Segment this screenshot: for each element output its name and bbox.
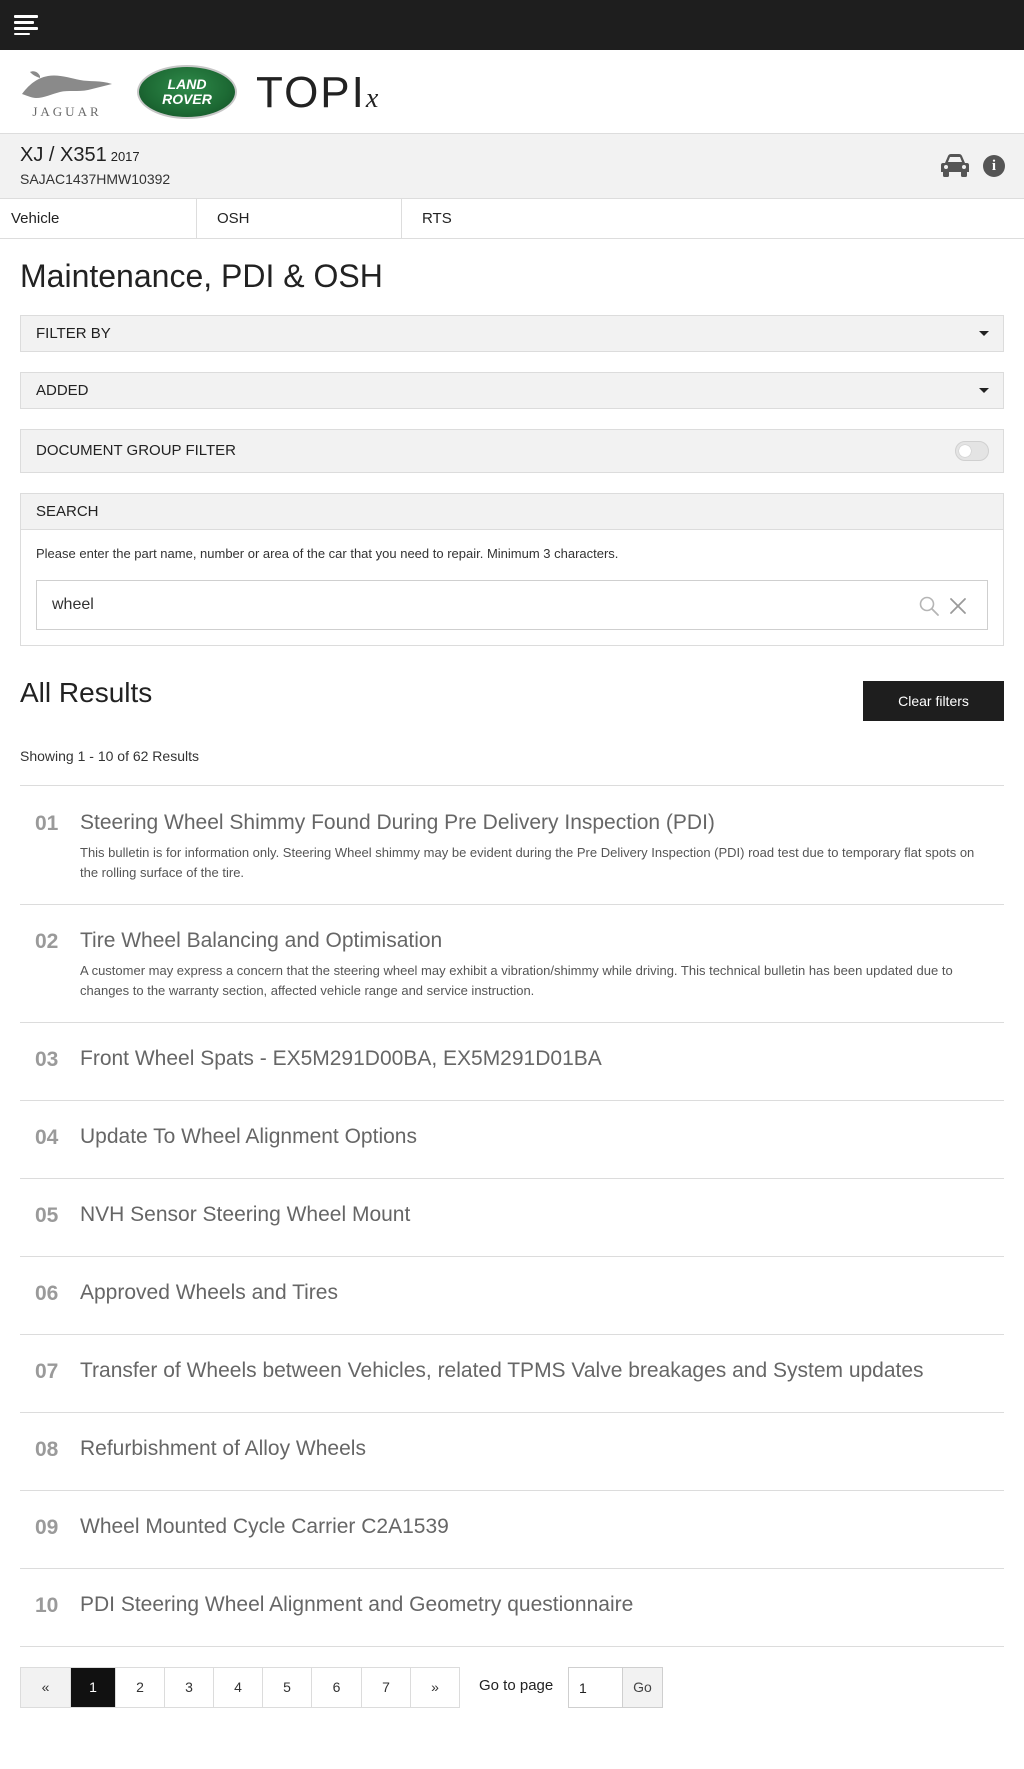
result-item[interactable] [20, 904, 1004, 1022]
result-item[interactable] [20, 1022, 1004, 1100]
document-group-filter [20, 429, 1004, 473]
clear-filters-button[interactable]: Clear filters [863, 681, 1004, 721]
filter-by-label: FILTER BY [36, 325, 111, 342]
result-number: 05 [35, 1204, 59, 1227]
page-title: Maintenance, PDI & OSH [20, 258, 383, 294]
result-title[interactable]: Wheel Mounted Cycle Carrier C2A1539 [80, 1515, 449, 1538]
vehicle-model [20, 144, 140, 167]
goto-page-label: Go to page [479, 1677, 554, 1694]
tab-osh[interactable]: OSH [197, 199, 402, 239]
vehicle-bar [0, 134, 1024, 199]
topix-logo [256, 68, 378, 124]
go-button[interactable]: Go [622, 1667, 663, 1708]
results-divider [20, 1646, 1004, 1647]
result-number: 06 [35, 1282, 59, 1305]
topix-suffix: x [365, 83, 379, 114]
result-item[interactable] [20, 1568, 1004, 1646]
results-count: Showing 1 - 10 of 62 Results [20, 748, 199, 764]
search-input[interactable] [37, 581, 897, 629]
search-input-wrapper [36, 580, 988, 630]
tab-bar [0, 199, 1024, 239]
result-number: 08 [35, 1438, 59, 1461]
tab-vehicle[interactable]: Vehicle [0, 199, 197, 239]
result-number: 03 [35, 1048, 59, 1071]
tab-rts[interactable]: RTS [422, 210, 452, 227]
pagination-page-2[interactable]: 2 [116, 1668, 165, 1707]
result-item[interactable] [20, 1100, 1004, 1178]
pagination-next[interactable]: » [411, 1668, 459, 1707]
search-icon[interactable] [919, 596, 939, 616]
result-title[interactable]: Tire Wheel Balancing and Optimisation [80, 929, 443, 952]
result-number: 04 [35, 1126, 59, 1149]
hamburger-menu-icon[interactable] [14, 15, 38, 35]
vehicle-year: 2017 [110, 149, 140, 164]
result-description: This bulletin is for information only. Steering Wheel shimmy may be evident during the Pre Delivery Inspection (PDI) road test due to temporary flat spots on the rolling surface of the tire. [80, 845, 975, 880]
sort-label: ADDED [36, 382, 89, 399]
result-number: 02 [35, 930, 59, 953]
result-item[interactable] [20, 785, 1004, 904]
search-header-label: SEARCH [36, 503, 99, 520]
pagination-page-6[interactable]: 6 [312, 1668, 362, 1707]
result-item[interactable] [20, 1178, 1004, 1256]
search-header [21, 494, 1003, 530]
pagination-prev[interactable]: « [21, 1668, 71, 1707]
car-icon[interactable] [940, 152, 970, 178]
info-icon[interactable]: i [983, 155, 1005, 177]
search-help-text: Please enter the part name, number or area of the car that you need to repair. Minimum 3 characters. [36, 546, 619, 561]
goto-page-input[interactable] [568, 1667, 623, 1708]
pagination-page-1[interactable]: 1 [71, 1668, 116, 1707]
land-rover-logo [137, 65, 237, 119]
result-title[interactable]: Update To Wheel Alignment Options [80, 1125, 417, 1148]
topix-wordmark: TOPI [256, 68, 366, 117]
sort-dropdown[interactable] [20, 372, 1004, 409]
search-panel [20, 493, 1004, 646]
result-number: 01 [35, 812, 59, 835]
results-title: All Results [20, 677, 153, 708]
result-item[interactable] [20, 1334, 1004, 1412]
result-title[interactable]: Refurbishment of Alloy Wheels [80, 1437, 366, 1460]
result-title[interactable]: Front Wheel Spats - EX5M291D00BA, EX5M291D01BA [80, 1047, 602, 1070]
result-title[interactable]: NVH Sensor Steering Wheel Mount [80, 1203, 411, 1226]
vehicle-model-name: XJ / X351 [20, 144, 107, 166]
jaguar-wordmark: JAGUAR [32, 104, 102, 119]
result-title[interactable]: Approved Wheels and Tires [80, 1281, 338, 1304]
result-title[interactable]: PDI Steering Wheel Alignment and Geometry questionnaire [80, 1593, 634, 1616]
jaguar-logo [18, 64, 116, 120]
caret-down-icon [979, 388, 989, 393]
result-number: 10 [35, 1594, 59, 1617]
result-item[interactable] [20, 1256, 1004, 1334]
land-rover-line2: ROVER [162, 91, 212, 107]
jaguar-leaper-icon [18, 64, 116, 104]
caret-down-icon [979, 331, 989, 336]
result-item[interactable] [20, 1412, 1004, 1490]
result-item[interactable] [20, 1490, 1004, 1568]
result-description: A customer may express a concern that the steering wheel may exhibit a vibration/shimmy while driving. This technical bulletin has been updated due to changes to the warranty section, affected vehicle range and service instruction. [80, 963, 953, 998]
close-icon[interactable] [949, 597, 967, 615]
result-title[interactable]: Transfer of Wheels between Vehicles, related TPMS Valve breakages and System updates [80, 1359, 924, 1382]
toggle-knob [959, 445, 971, 457]
pagination [20, 1667, 460, 1708]
filter-by-dropdown[interactable] [20, 315, 1004, 352]
document-group-toggle[interactable] [955, 441, 989, 461]
vehicle-vin: SAJAC1437HMW10392 [20, 171, 171, 187]
pagination-page-3[interactable]: 3 [165, 1668, 214, 1707]
result-number: 07 [35, 1360, 59, 1383]
top-bar [0, 0, 1024, 50]
document-group-filter-label: DOCUMENT GROUP FILTER [36, 442, 237, 459]
brand-bar [0, 50, 1024, 134]
pagination-page-4[interactable]: 4 [214, 1668, 263, 1707]
result-number: 09 [35, 1516, 59, 1539]
pagination-page-5[interactable]: 5 [263, 1668, 312, 1707]
pagination-page-7[interactable]: 7 [362, 1668, 411, 1707]
land-rover-line1: LAND [167, 76, 207, 92]
result-title[interactable]: Steering Wheel Shimmy Found During Pre Delivery Inspection (PDI) [80, 811, 715, 834]
